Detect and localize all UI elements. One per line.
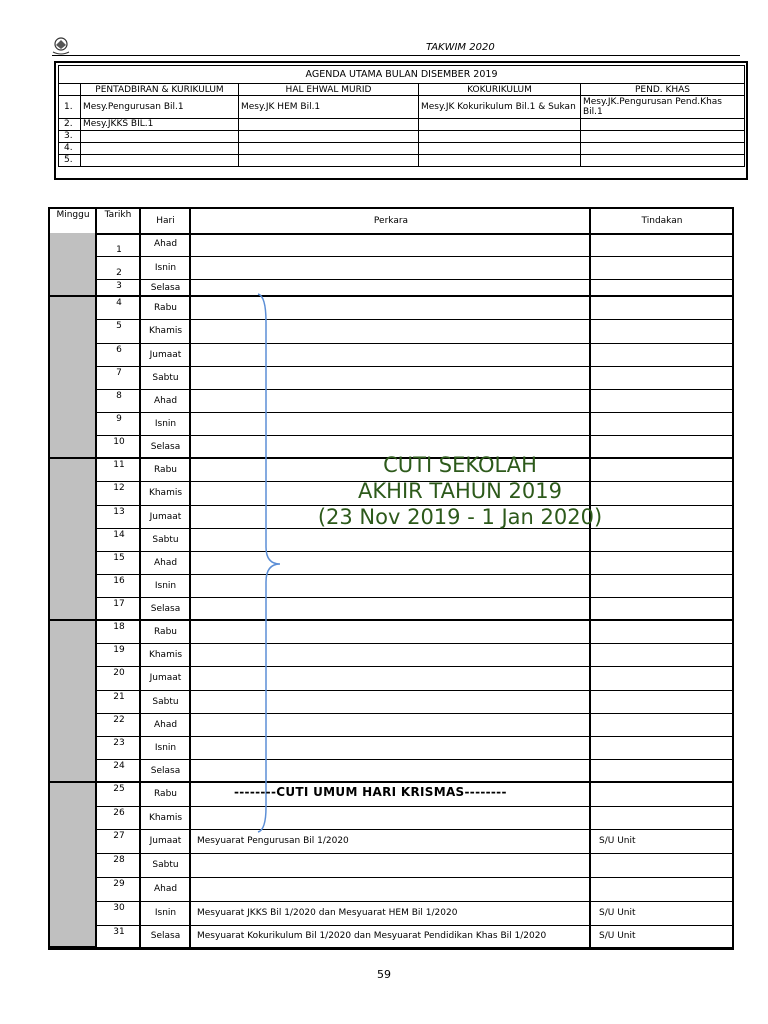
header-tarikh: Tarikh — [104, 210, 132, 220]
date-cell: 1 — [116, 245, 122, 255]
agenda-cell: Mesy.JK.Pengurusan Pend.Khas Bil.1 — [581, 96, 745, 119]
calendar-header-row — [50, 209, 732, 235]
page-number: 59 — [377, 968, 391, 981]
column-divider — [139, 209, 141, 948]
holiday-brace-icon — [250, 292, 286, 837]
day-cell: Isnin — [154, 743, 177, 753]
calendar-row — [97, 257, 732, 280]
agenda-cell — [81, 131, 239, 143]
day-cell: Isnin — [154, 263, 177, 273]
date-cell: 3 — [116, 281, 122, 291]
date-cell: 11 — [113, 460, 125, 470]
calendar-row — [97, 344, 732, 367]
agenda-cell — [581, 131, 745, 143]
agenda-cell — [81, 143, 239, 155]
day-cell: Sabtu — [152, 535, 179, 545]
day-cell: Isnin — [154, 581, 177, 591]
date-cell: 4 — [116, 298, 122, 308]
day-cell: Jumaat — [149, 836, 182, 846]
agenda-cell — [581, 119, 745, 131]
date-cell: 17 — [113, 599, 125, 609]
calendar-row — [97, 830, 732, 854]
agenda-cell — [239, 119, 419, 131]
agenda-row — [59, 131, 745, 143]
agenda-cell: Mesy.JK HEM Bil.1 — [239, 96, 419, 119]
header-perkara: Perkara — [373, 216, 409, 226]
holiday-line-2: AKHIR TAHUN 2019 — [358, 479, 562, 503]
christmas-holiday-notice: --------CUTI UMUM HARI KRISMAS-------- — [234, 785, 507, 799]
day-cell: Jumaat — [149, 673, 182, 683]
agenda-row — [59, 96, 745, 119]
tindakan-cell: S/U Unit — [599, 836, 636, 846]
calendar-row — [97, 552, 732, 575]
agenda-header-pentadbiran: PENTADBIRAN & KURIKULUM — [81, 84, 239, 96]
agenda-header-kokurikulum: KOKURIKULUM — [419, 84, 581, 96]
calendar-row — [97, 714, 732, 737]
tindakan-cell: S/U Unit — [599, 908, 636, 918]
date-cell: 22 — [113, 715, 125, 725]
agenda-cell — [419, 143, 581, 155]
date-cell: 2 — [116, 268, 122, 278]
date-cell: 15 — [113, 553, 125, 563]
tindakan-cell: S/U Unit — [599, 931, 636, 941]
document-title: TAKWIM 2020 — [426, 42, 495, 53]
week-cell — [50, 297, 97, 459]
header-divider — [52, 55, 740, 56]
date-cell: 31 — [113, 927, 125, 937]
calendar-row — [97, 390, 732, 413]
calendar-row — [97, 529, 732, 552]
day-cell: Khamis — [148, 488, 183, 498]
date-cell: 24 — [113, 761, 125, 771]
day-cell: Ahad — [153, 239, 178, 249]
week-cell — [50, 233, 97, 297]
day-cell: Isnin — [154, 419, 177, 429]
day-cell: Selasa — [150, 442, 181, 452]
calendar-row — [97, 878, 732, 902]
perkara-cell: Mesyuarat JKKS Bil 1/2020 dan Mesyuarat HEM Bil 1/2020 — [197, 908, 458, 918]
agenda-cell — [419, 131, 581, 143]
day-cell: Sabtu — [152, 860, 179, 870]
school-holiday-notice — [290, 452, 630, 530]
calendar-row — [97, 807, 732, 830]
holiday-line-1: CUTI SEKOLAH — [383, 453, 537, 477]
day-cell: Sabtu — [152, 373, 179, 383]
day-cell: Khamis — [148, 650, 183, 660]
agenda-cell: Mesy.JKKS BIL.1 — [81, 119, 239, 131]
agenda-row — [59, 143, 745, 155]
calendar-row — [97, 598, 732, 621]
agenda-header-pend-khas: PEND. KHAS — [581, 84, 745, 96]
date-cell: 6 — [116, 345, 122, 355]
header-minggu: Minggu — [56, 210, 90, 220]
agenda-title: AGENDA UTAMA BULAN DISEMBER 2019 — [59, 66, 745, 84]
calendar-row — [97, 367, 732, 390]
date-cell: 12 — [113, 483, 125, 493]
date-cell: 27 — [113, 831, 125, 841]
agenda-row — [59, 119, 745, 131]
date-cell: 5 — [116, 321, 122, 331]
column-divider — [589, 209, 591, 948]
agenda-table — [54, 61, 748, 180]
date-cell: 10 — [113, 437, 125, 447]
agenda-row-number: 2. — [59, 119, 81, 131]
agenda-cell — [239, 155, 419, 167]
calendar-row — [97, 667, 732, 691]
agenda-cell — [81, 155, 239, 167]
day-cell: Selasa — [150, 283, 181, 293]
calendar-row — [97, 854, 732, 878]
date-cell: 18 — [113, 622, 125, 632]
day-cell: Rabu — [154, 789, 177, 799]
day-cell: Rabu — [154, 303, 177, 313]
day-cell: Selasa — [150, 604, 181, 614]
week-cell — [50, 459, 97, 621]
date-cell: 19 — [113, 645, 125, 655]
day-cell: Jumaat — [149, 512, 182, 522]
agenda-cell — [419, 119, 581, 131]
agenda-header-number — [59, 84, 81, 96]
date-cell: 9 — [116, 414, 122, 424]
agenda-cell: Mesy.Pengurusan Bil.1 — [81, 96, 239, 119]
date-cell: 7 — [116, 368, 122, 378]
day-cell: Ahad — [153, 396, 178, 406]
agenda-cell — [419, 155, 581, 167]
calendar-row — [97, 926, 732, 948]
header-hari: Hari — [156, 216, 175, 226]
agenda-row-number: 1. — [59, 96, 81, 119]
day-cell: Rabu — [154, 465, 177, 475]
date-cell: 23 — [113, 738, 125, 748]
date-cell: 25 — [113, 784, 125, 794]
date-cell: 28 — [113, 855, 125, 865]
agenda-cell — [239, 143, 419, 155]
agenda-cell — [581, 155, 745, 167]
holiday-line-3: (23 Nov 2019 - 1 Jan 2020) — [317, 505, 603, 529]
calendar-row — [97, 621, 732, 644]
agenda-row-number: 4. — [59, 143, 81, 155]
calendar-row — [97, 644, 732, 667]
calendar-row — [97, 413, 732, 436]
day-cell: Isnin — [154, 908, 177, 918]
calendar-row — [97, 760, 732, 783]
date-cell: 20 — [113, 668, 125, 678]
date-cell: 8 — [116, 391, 122, 401]
calendar-row — [97, 575, 732, 598]
week-cell — [50, 621, 97, 783]
calendar-row — [97, 280, 732, 297]
agenda-row — [59, 155, 745, 167]
agenda-row-number: 5. — [59, 155, 81, 167]
date-cell: 30 — [113, 903, 125, 913]
column-divider — [95, 209, 97, 948]
date-cell: 13 — [113, 507, 125, 517]
date-cell: 26 — [113, 808, 125, 818]
calendar-row — [97, 737, 732, 760]
agenda-cell — [581, 143, 745, 155]
perkara-cell: Mesyuarat Pengurusan Bil 1/2020 — [197, 836, 349, 846]
day-cell: Selasa — [150, 766, 181, 776]
calendar-table — [48, 207, 734, 950]
agenda-cell — [239, 131, 419, 143]
day-cell: Khamis — [148, 813, 183, 823]
day-cell: Ahad — [153, 884, 178, 894]
day-cell: Khamis — [148, 326, 183, 336]
calendar-row — [97, 320, 732, 344]
agenda-cell: Mesy.JK Kokurikulum Bil.1 & Sukan — [419, 96, 581, 119]
column-divider — [189, 209, 191, 948]
agenda-row-number: 3. — [59, 131, 81, 143]
date-cell: 29 — [113, 879, 125, 889]
perkara-cell: Mesyuarat Kokurikulum Bil 1/2020 dan Mesyuarat Pendidikan Khas Bil 1/2020 — [197, 931, 547, 941]
day-cell: Ahad — [153, 720, 178, 730]
date-cell: 14 — [113, 530, 125, 540]
day-cell: Jumaat — [149, 350, 182, 360]
calendar-row — [97, 902, 732, 926]
header-tindakan: Tindakan — [641, 216, 683, 226]
calendar-row — [97, 233, 732, 257]
agenda-header-hem: HAL EHWAL MURID — [239, 84, 419, 96]
calendar-row — [97, 691, 732, 714]
school-logo-icon — [50, 36, 72, 56]
day-cell: Sabtu — [152, 697, 179, 707]
date-cell: 21 — [113, 692, 125, 702]
day-cell: Selasa — [150, 931, 181, 941]
week-cell — [50, 783, 97, 948]
date-cell: 16 — [113, 576, 125, 586]
day-cell: Rabu — [154, 627, 177, 637]
day-cell: Ahad — [153, 558, 178, 568]
calendar-row — [97, 297, 732, 320]
